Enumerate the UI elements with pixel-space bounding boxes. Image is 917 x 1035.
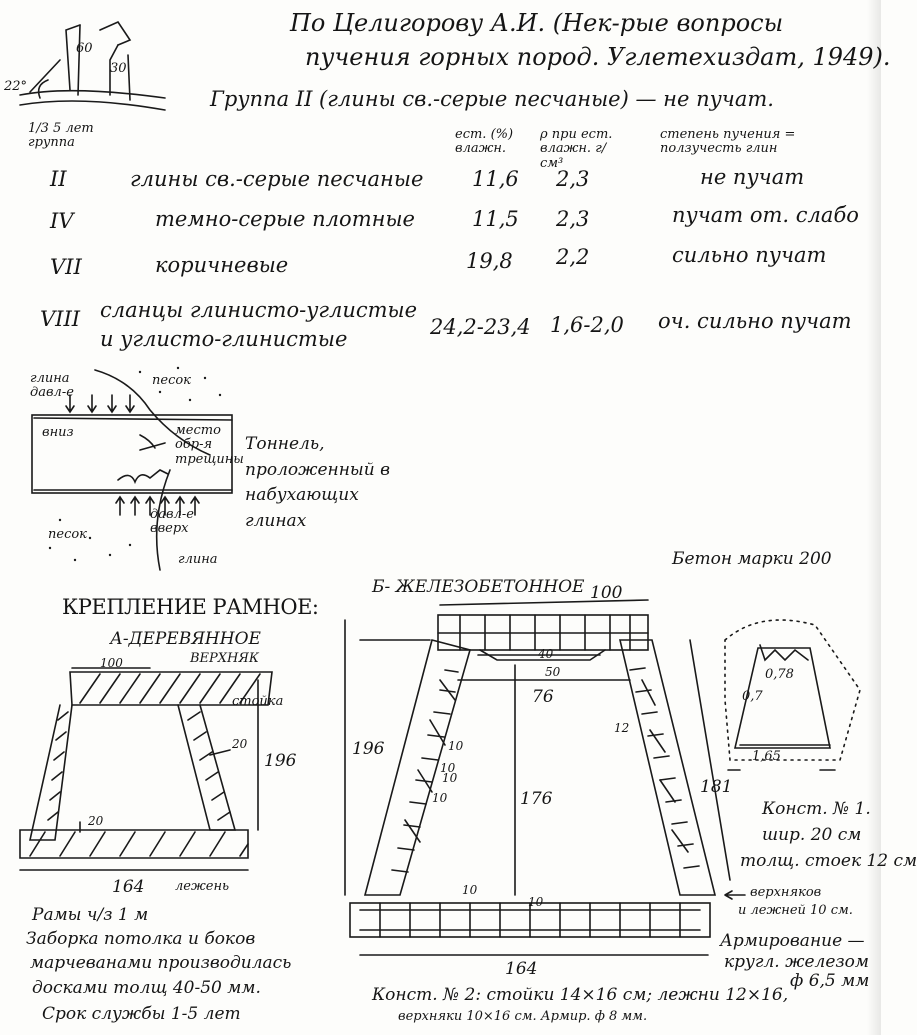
notes-a-line: Срок службы 1-5 лет <box>42 1004 241 1024</box>
row-moisture: 19,8 <box>466 249 513 273</box>
row-name: глины св.-серые песчаные <box>130 167 424 191</box>
row-degree: пучат от. слабо <box>672 203 859 227</box>
group-note: 1/3 5 лет группа <box>28 121 94 151</box>
label-sand-bottom: песок <box>48 527 87 542</box>
row-moisture: 24,2-23,4 <box>430 315 531 339</box>
notes-a-line: досками толщ 40-50 мм. <box>32 978 261 998</box>
frame-b-dim-inner3: 76 <box>532 687 554 707</box>
header-line2: пучения горных пород. Углетехиздат, 1949). <box>305 43 891 71</box>
frame-b-dim-height-r: 181 <box>700 777 733 797</box>
notes-a-line: Заборка потолка и боков <box>26 929 256 949</box>
frame-b-title: Б- ЖЕЛЕЗОБЕТОННОЕ <box>372 577 585 597</box>
frame-a-dim-bottom: 164 <box>112 877 145 897</box>
angle-22: 22° <box>4 79 28 94</box>
label-clay-pressure: глина давл-е <box>30 371 74 401</box>
konst1-line: верхняков <box>750 885 822 900</box>
frame-b-dim-sill-c: 10 <box>528 895 544 909</box>
konst1-title: Конст. № 1. <box>762 799 871 819</box>
row-density: 2,3 <box>556 167 590 191</box>
notes-a-line: Рамы ч/з 1 м <box>32 905 149 925</box>
label-down: вниз <box>42 425 74 440</box>
frame-b-mark: 10 <box>448 739 464 753</box>
konst1-line: и лежней 10 см. <box>738 903 853 918</box>
konst1-line: толщ. стоек 12 см <box>740 851 917 871</box>
concrete-grade: Бетон марки 200 <box>672 549 832 569</box>
section-side: 0,7 <box>742 689 763 704</box>
frame-a-top-beam: ВЕРХНЯК <box>190 651 259 666</box>
row-num: VII <box>50 255 82 279</box>
frame-b-dim-inner1: 40 <box>538 647 554 661</box>
row-moisture: 11,6 <box>472 167 519 191</box>
col-moisture-header: ест. (%) влажн. <box>455 127 514 157</box>
frame-a-sill: лежень <box>175 879 230 894</box>
row-density: 2,2 <box>556 245 590 269</box>
tunnel-caption: Тоннель, проложенный в набухающих глинах <box>245 434 390 531</box>
frame-b-dim-post: 12 <box>614 721 630 735</box>
row-num: VIII <box>40 307 81 331</box>
frame-b-mark: 10 <box>442 771 458 785</box>
frame-a-dim-bottom-thk: 20 <box>88 814 104 828</box>
label-clay-bottom: глина <box>178 552 218 567</box>
frame-a-dim-height: 196 <box>264 751 297 771</box>
frame-a-title: КРЕПЛЕНИЕ РАМНОЕ: <box>62 595 319 619</box>
reinforcement-line: Армирование — <box>720 931 865 951</box>
row-num: II <box>50 167 67 191</box>
reinforcement-line: кругл. железом <box>724 952 869 972</box>
frame-b-dim-height-l: 196 <box>352 739 385 759</box>
row-moisture: 11,5 <box>472 207 519 231</box>
col-density-header: ρ при ест. влажн. г/см³ <box>540 127 613 171</box>
row-num: IV <box>50 209 74 233</box>
label-sand-top: песок <box>152 373 191 388</box>
konst2-line1: Конст. № 2: стойки 14×16 см; лежни 12×16, <box>372 985 789 1005</box>
row-density: 2,3 <box>556 207 590 231</box>
section-top: 0,78 <box>765 667 794 682</box>
frame-a-post: стойка <box>232 694 284 709</box>
frame-b-mark: 10 <box>440 761 456 775</box>
notes-a-line: марчеванами производилась <box>30 953 292 973</box>
slope-sketch <box>20 22 165 110</box>
section-bottom: 1,65 <box>752 749 781 764</box>
frame-b-dim-bottom: 164 <box>505 959 538 979</box>
frame-a-dim-side: 20 <box>232 737 248 751</box>
konst2-line2: верхняки 10×16 см. Армир. ф 8 мм. <box>398 1009 648 1024</box>
angle-60: 60 <box>76 41 93 56</box>
row-density: 1,6-2,0 <box>550 313 624 337</box>
frame-b-dim-sill-l: 10 <box>462 883 478 897</box>
frame-b-mark: 10 <box>432 791 448 805</box>
frame-b-dim-top: 100 <box>590 583 623 603</box>
frame-b-dim-height-c: 176 <box>520 789 553 809</box>
col-degree-header: степень пучения = ползучесть глин <box>660 127 796 157</box>
label-pressure-up: давл-е вверх <box>150 507 194 537</box>
row-name: сланцы глинисто-углистые и углисто-глинистые <box>100 298 418 352</box>
frame-a-subtitle: А-ДЕРЕВЯННОЕ <box>110 629 261 649</box>
frame-b-dim-inner2: 50 <box>545 665 561 679</box>
row-name: коричневые <box>155 253 289 277</box>
angle-30: 30 <box>110 61 127 76</box>
label-crack: место обр-я трещины <box>175 423 244 467</box>
row-degree: сильно пучат <box>672 243 827 267</box>
frame-a-dim-top: 100 <box>100 656 123 670</box>
row-degree: оч. сильно пучат <box>658 309 852 333</box>
header-line1: По Целигорову А.И. (Нек-рые вопросы <box>290 9 784 37</box>
group-title: Группа II (глины св.-серые песчаные) — не пучат. <box>210 87 774 111</box>
reinforcement-line: ф 6,5 мм <box>790 971 870 991</box>
konst1-line: шир. 20 см <box>762 825 862 845</box>
row-degree: не пучат <box>700 165 805 189</box>
row-name: темно-серые плотные <box>155 207 415 231</box>
